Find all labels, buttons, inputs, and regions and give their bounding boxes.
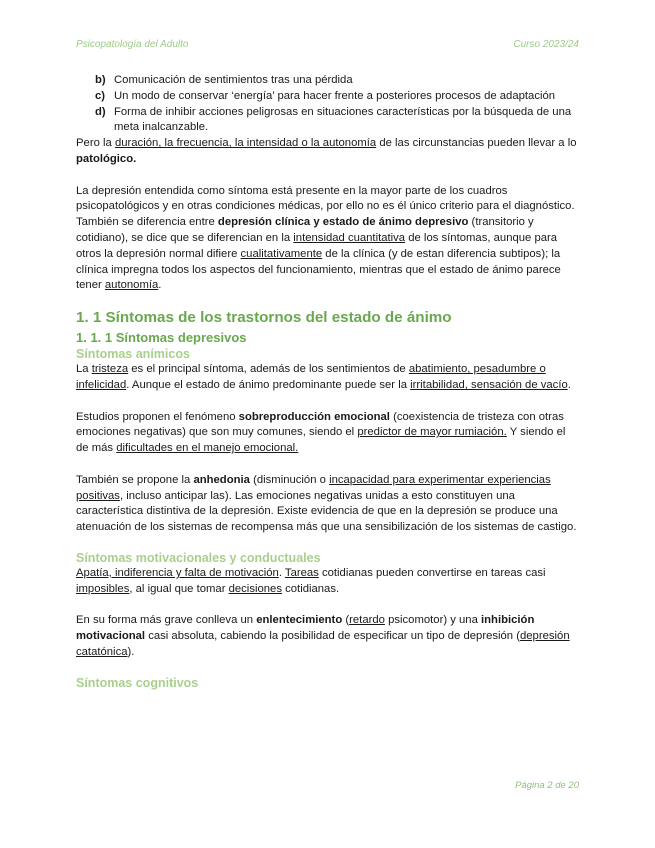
list-item-text: Un modo de conservar ‘energía’ para hacer frente a posteriores procesos de adaptación (114, 89, 556, 102)
list-item-label: b) (95, 74, 106, 86)
document-body (76, 73, 579, 691)
list-item-label: d) (95, 105, 106, 118)
list-item (76, 89, 579, 105)
list-item-text: Comunicación de sentimientos tras una pérdida (114, 74, 353, 86)
paragraph-sadness: La tristeza es el principal síntoma, además de los sentimientos de abatimiento, pesadumbre o infelicidad. Aunque el estado de ánimo predominante puede ser la irritabilidad, sensación de vacío. (76, 363, 571, 391)
list-item-text: Forma de inhibir acciones peligrosas en situaciones características por la búsqueda de una meta inalcanzable. (114, 105, 572, 134)
paragraph-anhedonia: También se propone la anhedonia (disminución o incapacidad para experimentar experiencias positivas, incluso anticipar las). Las emociones negativas unidas a esto constituyen una característica distintiva de la depresión. Existe evidencia de que en la depresión se produce una atenuación de los sistemas de recompensa más que una sensibilización de los sistemas de castigo. (76, 473, 577, 534)
page-number: Página 2 de 20 (515, 780, 579, 791)
list-item (76, 105, 579, 137)
paragraph-apathy: Apatía, indiferencia y falta de motivación. Tareas cotidianas pueden convertirse en tareas casi imposibles, al igual que tomar decisiones cotidianas. (76, 566, 546, 595)
subsubsection-heading-motivacionales: Síntomas motivacionales y conductuales (76, 550, 321, 565)
subsection-heading: 1. 1. 1 Síntomas depresivos (76, 330, 247, 346)
list-item (76, 73, 579, 89)
header-course-name: Psicopatología del Adulto (76, 39, 189, 50)
subsubsection-heading-cognitivos: Síntomas cognitivos (76, 675, 199, 690)
paragraph-pathological: Pero la duración, la frecuencia, la intensidad o la autonomía de las circunstancias pueden llevar a lo patológico. (76, 137, 577, 165)
paragraph-emotional-overproduction: Estudios proponen el fenómeno sobreproducción emocional (coexistencia de tristeza con otras emociones negativas) que son muy comunes, siendo el predictor de mayor rumiación. Y siendo el de más dificultades en el manejo emocional. (76, 410, 566, 455)
header-course-year: Curso 2023/24 (513, 39, 579, 50)
paragraph-depression-symptom: La depresión entendida como síntoma está presente en la mayor parte de los cuadros psicopatológicos y en otras condiciones médicas, por ello no es él único criterio para el diagnóstico. (76, 184, 575, 213)
paragraph-slowing: En su forma más grave conlleva un enlentecimiento (retardo psicomotor) y una inhibición motivacional casi absoluta, cabiendo la posibilidad de especificar un tipo de depresión (depresión catatónica). (76, 614, 570, 658)
list-item-label: c) (95, 89, 106, 102)
paragraph-clinical-vs-mood: También se diferencia entre depresión clínica y estado de ánimo depresivo (transitorio y cotidiano), se dice que se diferencian en la intensidad cuantitativa de los síntomas, aunque para otros la depresión normal difiere cualitativamente de la clínica (y de estan diferencia subtipos); la clínica impregna todos los aspectos del funcionamiento, mientras que el estado de ánimo parece tener autonomía. (76, 216, 561, 292)
section-heading: 1. 1 Síntomas de los trastornos del estado de ánimo (76, 309, 452, 327)
subsubsection-heading-animicos: Síntomas anímicos (76, 347, 190, 362)
